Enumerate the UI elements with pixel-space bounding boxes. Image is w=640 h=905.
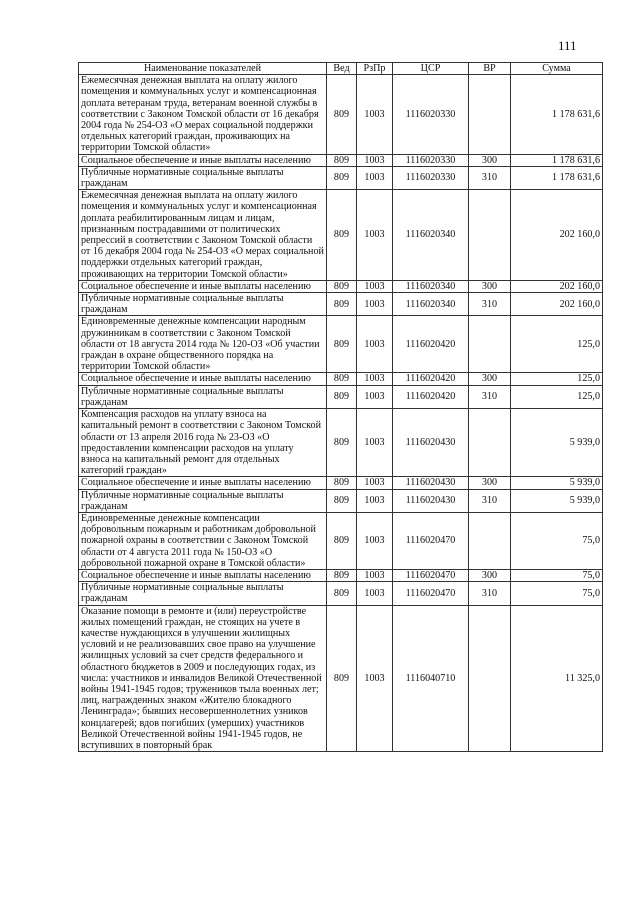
row-ved: 809 bbox=[327, 512, 357, 569]
row-csr: 1116040710 bbox=[393, 605, 469, 752]
row-sum: 75,0 bbox=[511, 569, 603, 581]
row-csr: 1116020420 bbox=[393, 385, 469, 408]
row-sum: 75,0 bbox=[511, 512, 603, 569]
row-vr: 310 bbox=[469, 385, 511, 408]
row-csr: 1116020430 bbox=[393, 409, 469, 477]
row-rzpr: 1003 bbox=[357, 373, 393, 385]
row-vr bbox=[469, 316, 511, 373]
row-sum: 5 939,0 bbox=[511, 477, 603, 489]
row-vr: 300 bbox=[469, 569, 511, 581]
row-name: Публичные нормативные социальные выплаты гражданам bbox=[79, 293, 327, 316]
row-name: Социальное обеспечение и иные выплаты населению bbox=[79, 154, 327, 166]
row-rzpr: 1003 bbox=[357, 280, 393, 292]
row-ved: 809 bbox=[327, 477, 357, 489]
header-name: Наименование показателей bbox=[79, 63, 327, 75]
row-sum: 1 178 631,6 bbox=[511, 154, 603, 166]
page-number: 111 bbox=[558, 38, 577, 53]
row-name: Социальное обеспечение и иные выплаты населению bbox=[79, 569, 327, 581]
row-vr bbox=[469, 190, 511, 281]
row-sum: 11 325,0 bbox=[511, 605, 603, 752]
row-vr: 300 bbox=[469, 280, 511, 292]
row-rzpr: 1003 bbox=[357, 154, 393, 166]
row-csr: 1116020340 bbox=[393, 190, 469, 281]
table-row bbox=[79, 166, 603, 189]
row-name: Социальное обеспечение и иные выплаты населению bbox=[79, 373, 327, 385]
row-sum: 1 178 631,6 bbox=[511, 166, 603, 189]
row-rzpr: 1003 bbox=[357, 489, 393, 512]
row-name: Публичные нормативные социальные выплаты гражданам bbox=[79, 582, 327, 605]
row-sum: 5 939,0 bbox=[511, 409, 603, 477]
row-vr: 310 bbox=[469, 489, 511, 512]
table-row bbox=[79, 605, 603, 752]
row-vr bbox=[469, 605, 511, 752]
row-vr bbox=[469, 512, 511, 569]
row-ved: 809 bbox=[327, 190, 357, 281]
row-csr: 1116020340 bbox=[393, 293, 469, 316]
table-row bbox=[79, 582, 603, 605]
row-sum: 1 178 631,6 bbox=[511, 75, 603, 154]
table-row bbox=[79, 373, 603, 385]
row-ved: 809 bbox=[327, 489, 357, 512]
row-ved: 809 bbox=[327, 154, 357, 166]
row-name: Социальное обеспечение и иные выплаты населению bbox=[79, 477, 327, 489]
row-sum: 5 939,0 bbox=[511, 489, 603, 512]
row-rzpr: 1003 bbox=[357, 75, 393, 154]
row-rzpr: 1003 bbox=[357, 512, 393, 569]
row-rzpr: 1003 bbox=[357, 582, 393, 605]
row-vr: 300 bbox=[469, 373, 511, 385]
row-csr: 1116020470 bbox=[393, 512, 469, 569]
row-csr: 1116020330 bbox=[393, 154, 469, 166]
table-row bbox=[79, 75, 603, 154]
row-rzpr: 1003 bbox=[357, 316, 393, 373]
row-rzpr: 1003 bbox=[357, 190, 393, 281]
row-ved: 809 bbox=[327, 605, 357, 752]
row-rzpr: 1003 bbox=[357, 605, 393, 752]
table-row bbox=[79, 477, 603, 489]
row-rzpr: 1003 bbox=[357, 166, 393, 189]
row-name: Ежемесячная денежная выплата на оплату жилого помещения и коммунальных услуг и компенсационная доплата реабилитированным лицам и лицам, признанным пострадавшими от политических репрессий в соответствии с Законом Томской области от 16 декабря 2004 года № 254-ОЗ «О мерах социальной поддержки отдельных категорий граждан, проживающих на территории Томской области» bbox=[79, 190, 327, 281]
row-ved: 809 bbox=[327, 582, 357, 605]
row-vr: 310 bbox=[469, 293, 511, 316]
row-csr: 1116020430 bbox=[393, 489, 469, 512]
row-name: Единовременные денежные компенсации добровольным пожарным и работникам добровольной пожарной охраны в соответствии с Законом Томской области от 4 августа 2011 года № 150-ОЗ «О добровольной пожарной охране в Томской области» bbox=[79, 512, 327, 569]
row-ved: 809 bbox=[327, 316, 357, 373]
row-csr: 1116020420 bbox=[393, 316, 469, 373]
table-row bbox=[79, 489, 603, 512]
row-csr: 1116020330 bbox=[393, 75, 469, 154]
row-vr: 300 bbox=[469, 477, 511, 489]
row-name: Ежемесячная денежная выплата на оплату жилого помещения и коммунальных услуг и компенсационная доплата ветеранам труда, ветеранам военной службы в соответствии с Законом Томской области от 16 декабря 2004 года № 254-ОЗ «О мерах социальной поддержки отдельных категорий граждан, проживающих на территории Томской области» bbox=[79, 75, 327, 154]
table-row bbox=[79, 316, 603, 373]
row-vr: 310 bbox=[469, 166, 511, 189]
row-name: Социальное обеспечение и иные выплаты населению bbox=[79, 280, 327, 292]
row-rzpr: 1003 bbox=[357, 569, 393, 581]
row-ved: 809 bbox=[327, 569, 357, 581]
row-ved: 809 bbox=[327, 373, 357, 385]
row-ved: 809 bbox=[327, 166, 357, 189]
row-csr: 1116020430 bbox=[393, 477, 469, 489]
row-sum: 202 160,0 bbox=[511, 190, 603, 281]
row-ved: 809 bbox=[327, 280, 357, 292]
row-vr: 300 bbox=[469, 154, 511, 166]
row-name: Публичные нормативные социальные выплаты гражданам bbox=[79, 489, 327, 512]
row-sum: 202 160,0 bbox=[511, 280, 603, 292]
row-name: Единовременные денежные компенсации народным дружинникам в соответствии с Законом Томской области от 18 августа 2014 года № 120-ОЗ «Об участии граждан в охране общественного порядка на территории Томской области» bbox=[79, 316, 327, 373]
table-row bbox=[79, 409, 603, 477]
row-vr bbox=[469, 409, 511, 477]
table-row bbox=[79, 190, 603, 281]
row-vr bbox=[469, 75, 511, 154]
table-row bbox=[79, 280, 603, 292]
header-rzpr: РзПр bbox=[357, 63, 393, 75]
row-rzpr: 1003 bbox=[357, 293, 393, 316]
table-row bbox=[79, 385, 603, 408]
row-csr: 1116020420 bbox=[393, 373, 469, 385]
row-ved: 809 bbox=[327, 75, 357, 154]
row-name: Публичные нормативные социальные выплаты гражданам bbox=[79, 166, 327, 189]
row-ved: 809 bbox=[327, 409, 357, 477]
row-vr: 310 bbox=[469, 582, 511, 605]
row-ved: 809 bbox=[327, 385, 357, 408]
row-ved: 809 bbox=[327, 293, 357, 316]
row-rzpr: 1003 bbox=[357, 409, 393, 477]
budget-table bbox=[78, 62, 603, 752]
row-sum: 75,0 bbox=[511, 582, 603, 605]
row-sum: 202 160,0 bbox=[511, 293, 603, 316]
row-rzpr: 1003 bbox=[357, 477, 393, 489]
row-sum: 125,0 bbox=[511, 373, 603, 385]
table-row bbox=[79, 512, 603, 569]
header-sum: Сумма bbox=[511, 63, 603, 75]
row-sum: 125,0 bbox=[511, 316, 603, 373]
table-header-row bbox=[79, 63, 603, 75]
row-csr: 1116020340 bbox=[393, 280, 469, 292]
header-vr: ВР bbox=[469, 63, 511, 75]
header-csr: ЦСР bbox=[393, 63, 469, 75]
table-row bbox=[79, 154, 603, 166]
header-ved: Вед bbox=[327, 63, 357, 75]
row-csr: 1116020470 bbox=[393, 569, 469, 581]
row-rzpr: 1003 bbox=[357, 385, 393, 408]
table-row bbox=[79, 569, 603, 581]
row-sum: 125,0 bbox=[511, 385, 603, 408]
table-row bbox=[79, 293, 603, 316]
row-name: Компенсация расходов на уплату взноса на капитальный ремонт в соответствии с Законом Томской области от 13 апреля 2016 года № 23-ОЗ «О предоставлении компенсации расходов на уплату взноса на капитальный ремонт для отдельных категорий граждан» bbox=[79, 409, 327, 477]
row-csr: 1116020470 bbox=[393, 582, 469, 605]
row-csr: 1116020330 bbox=[393, 166, 469, 189]
row-name: Оказание помощи в ремонте и (или) переустройстве жилых помещений граждан, не стоящих на учете в качестве нуждающихся в улучшении жилищных условий и не реализовавших свое право на улучшение жилищных условий за счет средств федерального и областного бюджетов в 2009 и последующих годах, из числа: участников и инвалидов Великой Отечественной войны 1941-1945 годов; тружеников тыла военных лет; лиц, награжденных знаком «Жителю блокадного Ленинграда»; бывших несовершеннолетних узников концлагерей; вдов погибших (умерших) участников Великой Отечественной войны 1941-1945 годов, не вступивших в повторный брак bbox=[79, 605, 327, 752]
row-name: Публичные нормативные социальные выплаты гражданам bbox=[79, 385, 327, 408]
